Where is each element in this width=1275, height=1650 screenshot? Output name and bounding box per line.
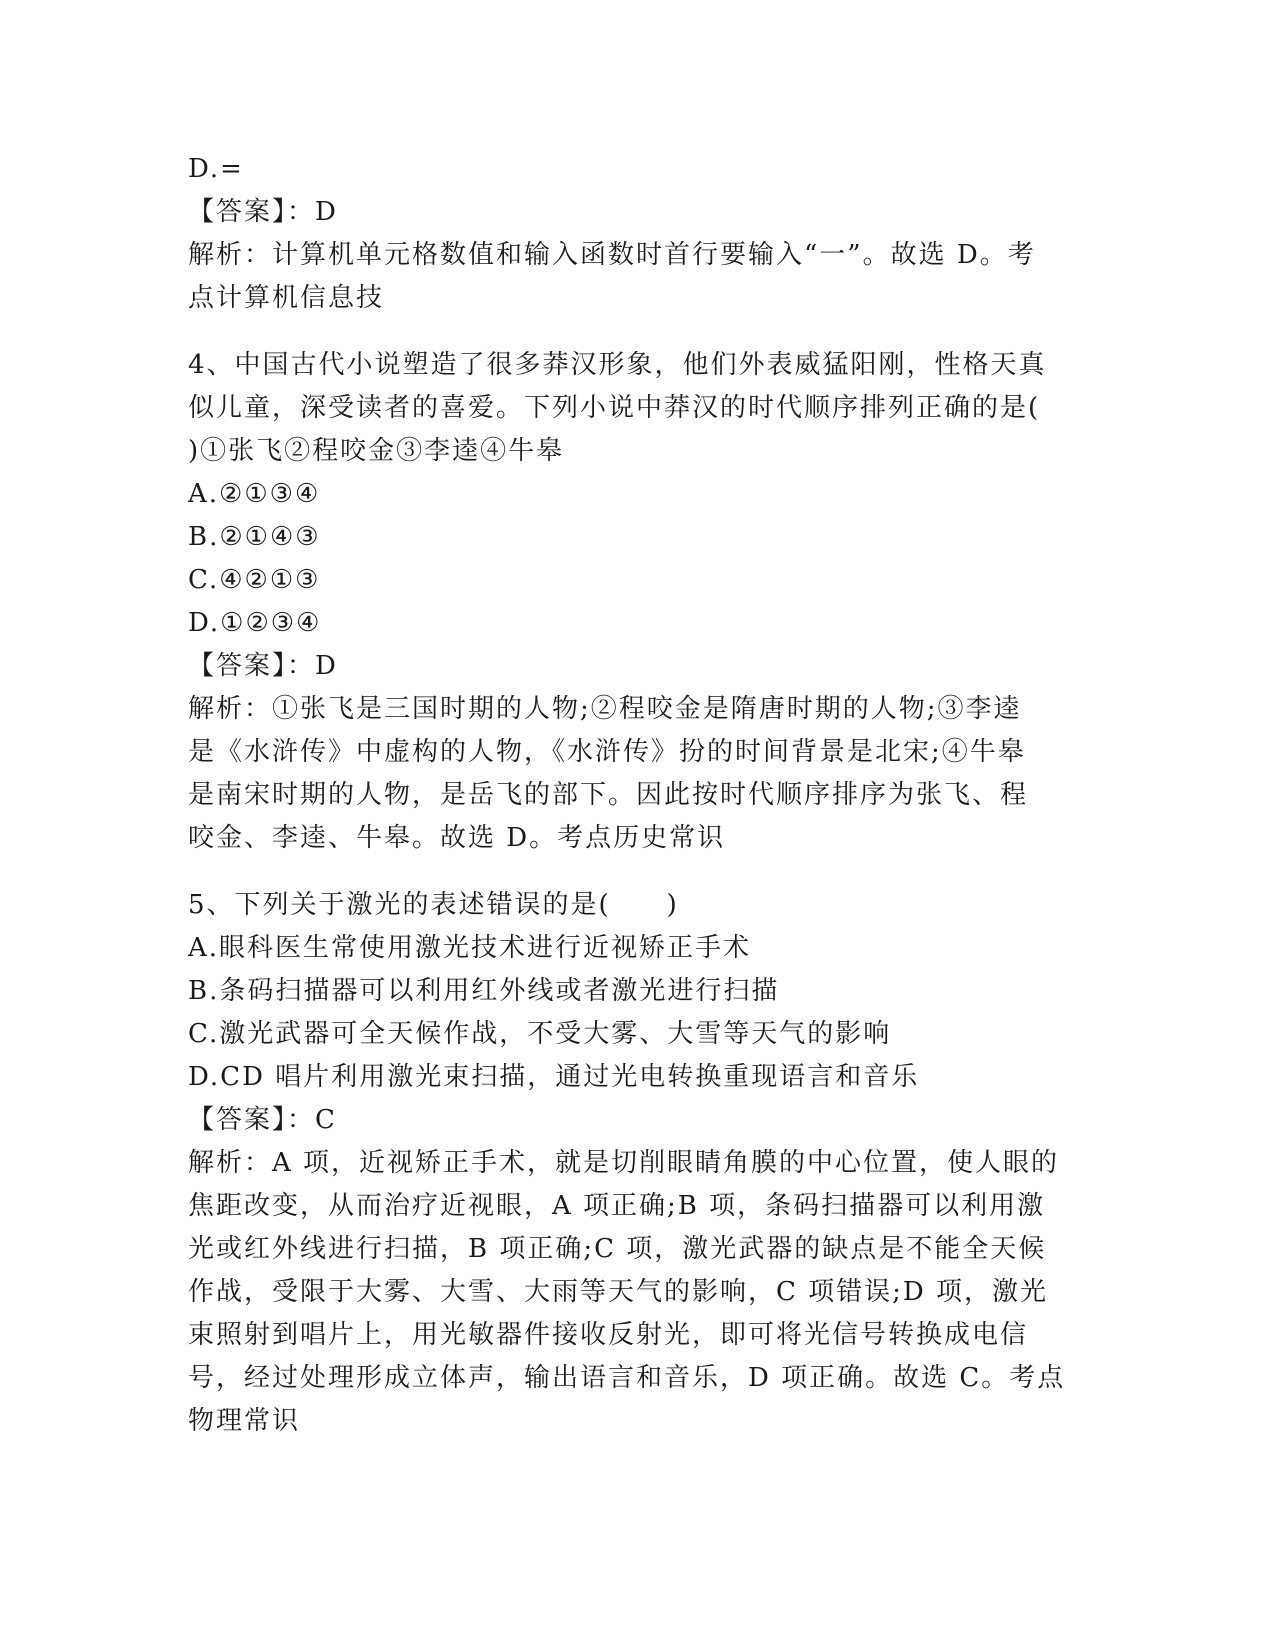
q3-answer: 【答案】：D bbox=[188, 197, 338, 227]
q3-analysis-line: 解析：计算机单元格数值和输入函数时首行要输入“一”。故选 D。考 bbox=[188, 240, 1036, 270]
document-page bbox=[188, 148, 1088, 1443]
section-gap bbox=[188, 860, 1088, 884]
q5-analysis-line: 焦距改变，从而治疗近视眼，A 项正确;B 项，条码扫描器可以利用激 bbox=[188, 1191, 1046, 1221]
q4-answer: 【答案】：D bbox=[188, 651, 338, 681]
q4-option-b: B.②①④③ bbox=[188, 522, 321, 552]
q5-answer: 【答案】：C bbox=[188, 1105, 337, 1135]
q5-analysis-line: 号，经过处理形成立体声，输出语言和音乐，D 项正确。故选 C。考点 bbox=[188, 1363, 1066, 1393]
q5-analysis-line: 物理常识 bbox=[188, 1406, 301, 1436]
q4-option-a: A.②①③④ bbox=[188, 479, 321, 509]
q5-option-c: C.激光武器可全天候作战，不受大雾、大雪等天气的影响 bbox=[188, 1019, 892, 1049]
q5-analysis-line: 解析：A 项，近视矫正手术，就是切削眼睛角膜的中心位置，使人眼的 bbox=[188, 1148, 1060, 1178]
q5-option-d: D.CD 唱片利用激光束扫描，通过光电转换重现语言和音乐 bbox=[188, 1062, 920, 1092]
q4-stem-line: 4、中国古代小说塑造了很多莽汉形象，他们外表威猛阳刚，性格天真 bbox=[188, 350, 1047, 380]
q5-analysis-line: 光或红外线进行扫描，B 项正确;C 项，激光武器的缺点是不能全天候 bbox=[188, 1234, 1047, 1264]
q5-option-a: A.眼科医生常使用激光技术进行近视矫正手术 bbox=[188, 933, 752, 963]
q5-option-b: B.条码扫描器可以利用红外线或者激光进行扫描 bbox=[188, 976, 780, 1006]
q4-option-d: D.①②③④ bbox=[188, 608, 322, 638]
section-gap bbox=[188, 320, 1088, 344]
q4-analysis-line: 是《水浒传》中虚构的人物，《水浒传》扮的时间背景是北宋;④牛皋 bbox=[188, 737, 1026, 767]
q4-stem-line: 似儿童，深受读者的喜爱。下列小说中莽汉的时代顺序排列正确的是( bbox=[188, 393, 1041, 423]
q5-analysis-line: 束照射到唱片上，用光敏器件接收反射光，即可将光信号转换成电信 bbox=[188, 1320, 1029, 1350]
q4-stem-line: )①张飞②程咬金③李逵④牛皋 bbox=[188, 436, 565, 466]
q3-analysis-line: 点计算机信息技 bbox=[188, 283, 385, 313]
q4-option-c: C.④②①③ bbox=[188, 565, 321, 595]
q3-option-d: D.= bbox=[188, 154, 244, 184]
q4-analysis-line: 咬金、李逵、牛皋。故选 D。考点历史常识 bbox=[188, 823, 726, 853]
q5-analysis-line: 作战，受限于大雾、大雪、大雨等天气的影响，C 项错误;D 项，激光 bbox=[188, 1277, 1049, 1307]
q5-stem-line: 5、下列关于激光的表述错误的是( ) bbox=[188, 890, 679, 920]
q4-analysis-line: 解析：①张飞是三国时期的人物;②程咬金是隋唐时期的人物;③李逵 bbox=[188, 694, 1022, 724]
q4-analysis-line: 是南宋时期的人物，是岳飞的部下。因此按时代顺序排序为张飞、程 bbox=[188, 780, 1029, 810]
